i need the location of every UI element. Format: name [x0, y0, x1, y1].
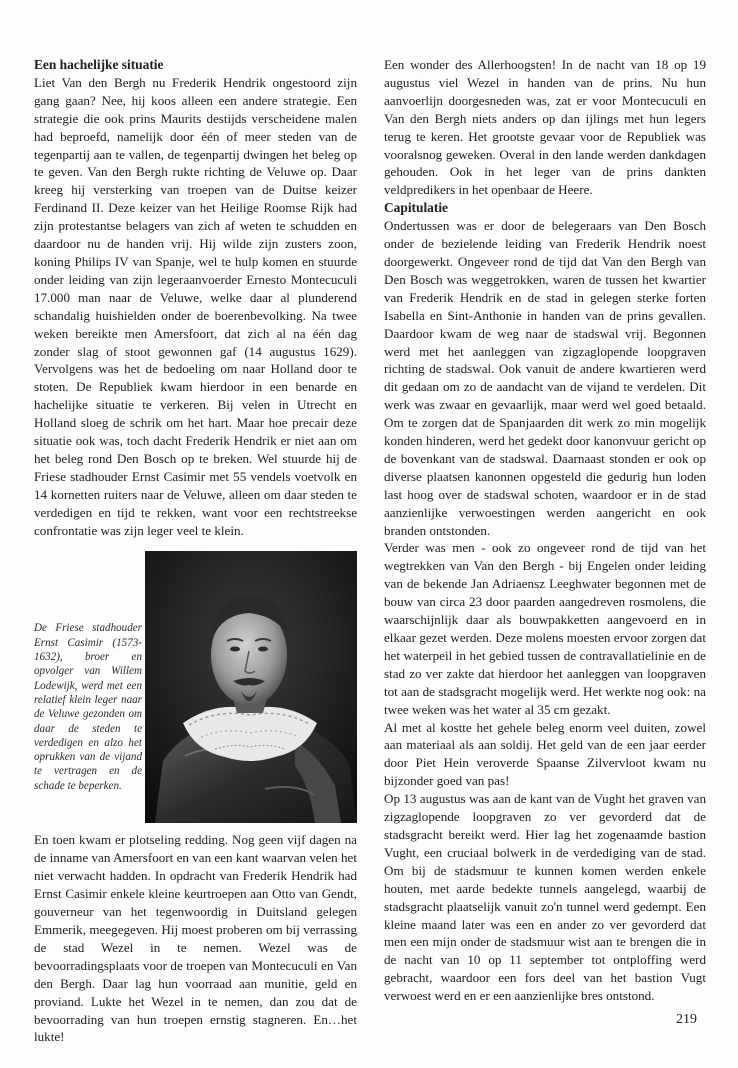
left-column	[34, 56, 357, 1046]
body-paragraph: Liet Van den Bergh nu Frederik Hendrik ongestoord zijn gang gaan? Nee, hij koos alleen een andere strategie. Een strategie die ook prins Maurits destijds verscheidene malen had beproefd, namelijk door één of meer steden van de tegenpartij aan te vallen, de tegenpartij dwingen het beleg op te geven. Van den Bergh rukte richting de Veluwe op. Daar kreeg hij versterking van troepen van de Duitse keizer Ferdinand II. Deze keizer van het Heilige Roomse Rijk had zijn protestantse belagers van zich af weten te schudden en daardoor nu de handen vrij. Hij wilde zijn zusters zoon, koning Philips IV van Spanje, wel te hulp komen en stuurde onder leiding van zijn legeraanvoerder Ernesto Montecuculi 17.000 man naar de Veluwe, welke daar al plunderend schandalig huishielden onder de boerenbevolking. Na twee weken bereikte men Amersfoort, dat zich al na één dag zonder slag of stoot gewonnen gaf (14 augustus 1629). Vervolgens was het de bedoeling om naar Holland door te stoten. De Republiek kwam hierdoor in een benarde en hachelijke situatie te verkeren. Bij velen in Utrecht en Holland sloeg de schrik om het hart. Maar hoe precair deze situatie ook was, toch dacht Frederik Hendrik er niet aan om het beleg rond Den Bosch op te breken. Wel stuurde hij de Friese stadhouder Ernst Casimir met 55 vendels voetvolk en 14 kornetten ruiters naar de Veluwe, alleen om daar steden te verdedigen en tijd te rekken, want voor een rechtstreekse confrontatie was zijn leger veel te klein.	[34, 74, 357, 538]
portrait-figure	[34, 551, 357, 823]
body-paragraph: Een wonder des Allerhoogsten! In de nacht van 18 op 19 augustus viel Wezel in handen van de prins. Nu hun aanvoerlijn doorgesneden was, zat er voor Montecuculi en Van den Bergh niets anders op dan ijlings met hun legers terug te keren. Het grootste gevaar voor de Republiek was vooralsnog geweken. Overal in den lande werden dankdagen gehouden. Ook in het leger van de prins dankten veldpredikers in het openbaar de Heere.	[384, 57, 706, 198]
right-column	[384, 56, 706, 1005]
ernst-casimir-portrait	[145, 551, 357, 823]
body-paragraph: Op 13 augustus was aan de kant van de Vught het graven van zigzaglopende loopgraven zo ver gevorderd dat de stadsgracht bereikt werd. Hier lag het zogenaamde bastion Vught, een cruciaal bolwerk in de verdediging van de stad. Om bij de stadsmuur te kunnen komen werden enkele houten, met aarde bedekte tunnels aangelegd, waarbij de stadsgracht plaatselijk vanuit zo'n tunnel werd gedempt. Een kleine maand later was een en ander zo ver gevorderd dat men een mijn onder de stadsmuur wist aan te brengen die in de nacht van 10 op 11 september tot ontploffing werd gebracht, waardoor een fors deel van het bastion Vugt verwoest werd en er een aanzienlijke bres ontstond.	[384, 791, 706, 1004]
body-paragraph: Ondertussen was er door de belegeraars van Den Bosch onder de bezielende leiding van Frederik Hendrik noest doorgewerkt. Ongeveer rond de tijd dat Van den Bergh van Den Bosch was weggetrokken, waren de tussen het kwartier van Frederik Hendrik en de stad in gelegen sterke forten Isabella en Sint-Anthonie in handen van de prins gevallen. Daardoor kwam de weg naar de stadswal vrij. Begonnen werd met het aanleggen van zigzaglopende loopgraven richting de stadswal. Ook vanuit de andere kwartieren werd dit gedaan om zo de aandacht van de vijand te verdelen. Dit werk was zwaar en gevaarlijk, maar werd wel goed betaald. Om te zorgen dat de Spanjaarden dit werk zo min mogelijk konden hinderen, werd het gedekt door kanonvuur gericht op de bovenkant van de stadswal. Daarnaast stonden er ook op diverse plaatsen kanonnen opgesteld die gedurig hun loden last hoog over de stadswal schoten, waardoor er in de stad aanzienlijke verwoestingen werden aangericht en ook branden ontstonden.	[384, 218, 706, 538]
body-paragraph: Verder was men - ook zo ongeveer rond de tijd van het wegtrekken van Van den Bergh - bij Engelen onder leiding van de bekende Jan Adriaensz Leeghwater begonnen met de bouw van circa 23 door paarden aangedreven rosmolens, die waarschijnlijk daar als bouwpakketten aangevoerd en in elkaar gezet werden. Deze molens moesten ervoor zorgen dat het waterpeil in het gebied tussen de contravallatielinie en de stad zo ver zakte dat hierdoor het aanleggen van loopgraven tot aan de stadsgracht mogelijk werd. Het werkte nog ook: na twee weken was het water al 35 cm gezakt.	[384, 540, 706, 717]
figure-caption: De Friese stadhouder Ernst Casimir (1573-1632), broer en opvolger van Willem Lodewijk, werd met een relatief klein leger naar de Veluwe gezonden om daar de steden te verdedigen en alzo het oprukken van de vijand te vertragen en de schade te beperken.	[34, 622, 142, 792]
page-number: 219	[676, 1012, 697, 1027]
body-paragraph: Al met al kostte het gehele beleg enorm veel duiten, zowel aan materiaal als aan soldij. Het geld van de een jaar eerder door Piet Hein veroverde Spaanse Zilvervloot kwam nu bijzonder goed van pas!	[384, 719, 706, 789]
section-heading-hachelijke-situatie: Een hachelijke situatie	[34, 57, 164, 72]
section-heading-capitulatie: Capitulatie	[384, 200, 448, 216]
body-paragraph: En toen kwam er plotseling redding. Nog geen vijf dagen na de inname van Amersfoort en van een kant waarvan velen het niet verwacht hadden. In opdracht van Frederik Hendrik had Ernst Casimir enkele kleine keurtroepen aan Otto van Gendt, gouverneur van het tegenwoordig in Duitsland gelegen Emmerik, meegegeven. Hij moest proberen om bij verrassing de stad Wezel in te nemen. Wezel was de bevoorradingsplaats voor de troepen van Montecuculi en Van den Bergh. Daar lag hun voorraad aan munitie, geld en proviand. Lukte het Wezel in te nemen, dan zou dat de bevoorrading van hun troepen ernstig stagneren. En…het lukte!	[34, 832, 357, 1045]
